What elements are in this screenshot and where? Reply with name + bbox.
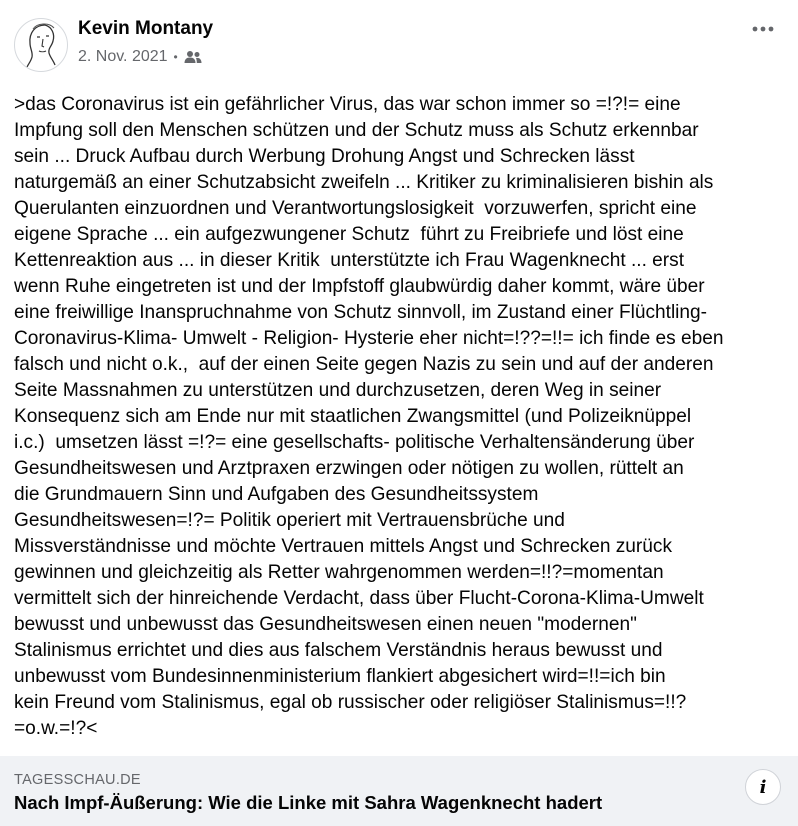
link-title[interactable]: Nach Impf-Äußerung: Wie die Linke mit Sahra Wagenknecht hadert (14, 792, 603, 813)
avatar[interactable] (14, 18, 68, 72)
author-name[interactable]: Kevin Montany (78, 18, 214, 39)
post-meta (78, 48, 202, 66)
friends-icon[interactable] (184, 50, 202, 64)
link-preview-card[interactable] (0, 756, 798, 826)
more-horizontal-icon (752, 26, 774, 32)
post-date[interactable]: 2. Nov. 2021 (78, 48, 168, 65)
info-icon[interactable]: i (745, 769, 781, 805)
meta-separator: • (173, 50, 178, 64)
post-body-text: >das Coronavirus ist ein gefährlicher Virus, das war schon immer so =!?!= eine Impfung soll den Menschen schützen und der Schutz muss als Schutz erkennbar sein ... Druck Aufbau durch Werbung Drohung Angst und Schrecken lässt naturgemäß an einer Schutzabsicht zweifeln ... Kritiker zu kriminalisieren bishin als Querulanten einzuordnen und Verantwortungslosigkeit vorzuwerfen, spricht eine eigene Sprache ... ein aufgezwungener Schutz führt zu Freibriefe und löst eine Kettenreaktion aus ... in dieser Kritik unterstützte ich Frau Wagenknecht ... erst wenn Ruhe eingetreten ist und der Impfstoff glaubwürdig daher kommt, wäre über eine freiwillige Inanspruchnahme von Schutz sinnvoll, im Zustand einer Flüchtling- Coronavirus-Klima- Umwelt - Religion- Hysterie eher nicht=!??=!!= ich finde es eben falsch und nicht o.k., auf der einen Seite gegen Nazis zu sein und auf der anderen Seite Massnahmen zu unterstützen und durchzusetzen, deren Weg in seiner Konsequenz sich am Ende nur mit staatlichen Zwangsmittel (und Polizeiknüppel i.c.) umsetzen lässt =!?= eine gesellschafts- politische Verhaltensänderung über Gesundheitswesen und Arztpraxen erzwingen oder nötigen zu wollen, rüttelt an die Grundmauern Sinn und Aufgaben des Gesundheitssystem Gesundheitswesen=!?= Politik operiert mit Vertrauensbrüche und Missverständnisse und möchte Vertrauen mittels Angst und Schrecken zurück gewinnen und gleichzeitig als Retter wahrgenommen werden=!!?=momentan vermittelt sich der hinreichende Verdacht, dass über Flucht-Corona-Klima-Umwelt bewusst und unbewusst das Gesundheitswesen einen neuen "modernen" Stalinismus errichtet und dies aus falschem Verständnis heraus bewusst und unbewusst vom Bundesinnenministerium flankiert abgesichert wird=!!=ich bin kein Freund vom Stalinismus, egal ob russischer oder religiöser Stalinismus=!!? =o.w.=!?< (14, 94, 724, 739)
avatar-sketch-icon (15, 19, 67, 71)
more-options-button[interactable] (746, 16, 780, 42)
post-header (0, 0, 798, 90)
link-domain: TAGESSCHAU.DE (14, 772, 141, 788)
